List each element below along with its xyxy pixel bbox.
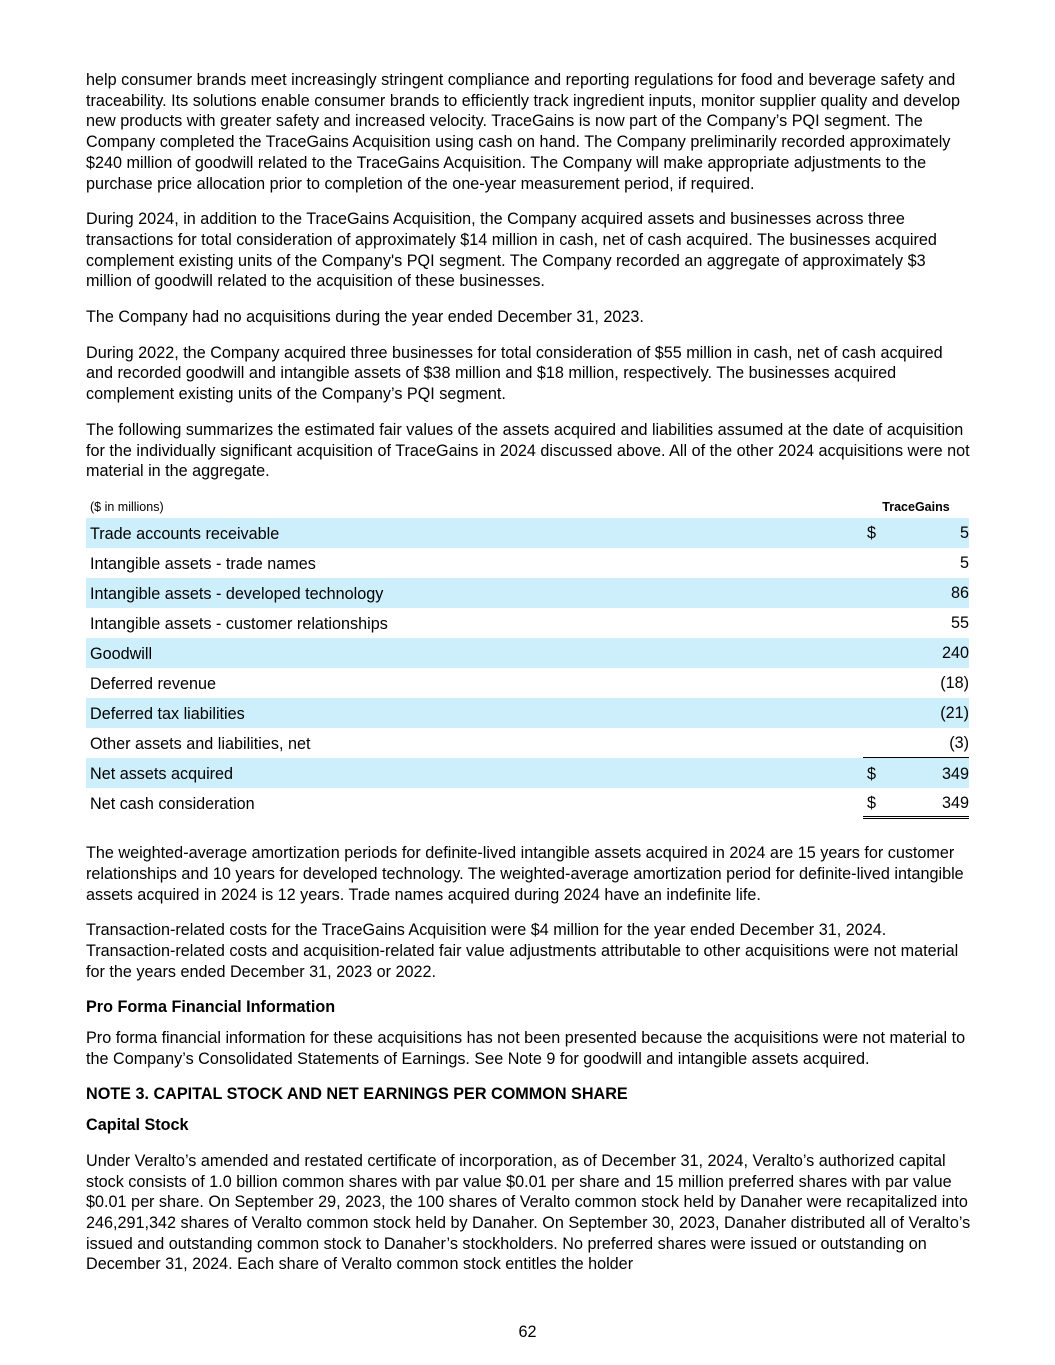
row-value: 240: [889, 638, 969, 668]
unit-label: ($ in millions): [90, 499, 164, 514]
paragraph-2022-acquisitions: During 2022, the Company acquired three businesses for total consideration of $55 million in cash, net of cash acquired and recorded goodwill and intangible assets of $38 million and $18 million, respectively. The businesses acquired complement existing units of the Company’s PQI segment.: [86, 343, 943, 404]
table-row: [86, 698, 969, 728]
currency-symbol: [863, 578, 889, 608]
table-row: [86, 608, 969, 638]
table-row: [86, 578, 969, 608]
currency-symbol: [863, 548, 889, 578]
row-value: 349: [889, 758, 969, 788]
table-row: [86, 638, 969, 668]
currency-symbol: $: [863, 758, 889, 788]
table-row: [86, 668, 969, 698]
row-label: Trade accounts receivable: [86, 518, 863, 548]
currency-symbol: [863, 608, 889, 638]
currency-symbol: $: [863, 518, 889, 548]
row-value: 349: [889, 788, 969, 818]
row-label: Net cash consideration: [90, 795, 255, 814]
heading-capital-stock: Capital Stock: [86, 1116, 189, 1135]
paragraph-capital-stock: Under Veralto’s amended and restated certificate of incorporation, as of December 31, 2024, Veralto’s authorized capital stock consists of 1.0 billion common shares with par value $0.01 per share and 15 million preferred shares with par value $0.01 per share. On September 29, 2023, the 100 shares of Veralto common stock held by Danaher were recapitalized into 246,291,342 shares of Veralto common stock held by Danaher. On September 30, 2023, Danaher distributed all of Veralto’s issued and outstanding common stock to Danaher’s stockholders. No preferred shares were issued or outstanding on December 31, 2024. Each share of Veralto common stock entitles the holder: [86, 1151, 971, 1274]
row-value: (18): [940, 674, 969, 693]
row-value: 55: [950, 614, 969, 633]
row-label: Intangible assets - developed technology: [86, 578, 863, 608]
subtotal-row: [86, 758, 969, 788]
row-label: Other assets and liabilities, net: [90, 735, 311, 754]
row-value: (21): [889, 698, 969, 728]
paragraph-pro-forma: Pro forma financial information for these acquisitions has not been presented because the acquisitions were not material to the Company’s Consolidated Statements of Earnings. See Note 9 for goodwill and intangible assets acquired.: [86, 1029, 966, 1068]
currency-symbol: [863, 728, 889, 758]
heading-pro-forma: Pro Forma Financial Information: [86, 998, 336, 1017]
currency-symbol: [863, 638, 889, 668]
page-number: 62: [518, 1323, 537, 1341]
paragraph-transaction-costs: Transaction-related costs for the TraceGains Acquisition were $4 million for the year ended December 31, 2024. Transaction-related costs and acquisition-related fair value adjustments attributable to other acquisitions were not material for the years ended December 31, 2023 or 2022.: [86, 921, 959, 981]
table-row: [86, 518, 969, 548]
currency-symbol: $: [863, 788, 889, 818]
document-page: [86, 70, 971, 1290]
table-row: [86, 728, 969, 758]
row-label: Intangible assets - trade names: [90, 555, 316, 574]
column-title: TraceGains: [882, 499, 950, 514]
table-header-row: [86, 497, 969, 518]
row-value: (3): [949, 734, 969, 753]
paragraph-2024-other-acquisitions: During 2024, in addition to the TraceGains Acquisition, the Company acquired assets and businesses across three transactions for total consideration of approximately $14 million in cash, net of cash acquired. The businesses acquired complement existing units of the Company's PQI segment. The Company recorded an aggregate of approximately $3 million of goodwill related to the acquisition of these businesses.: [86, 210, 937, 291]
paragraph-amortization-periods: The weighted-average amortization periods for definite-lived intangible assets acquired in 2024 are 15 years for customer relationships and 10 years for developed technology. The weighted-average amortization period for definite-lived intangible assets acquired in 2024 is 12 years. Trade names acquired during 2024 have an indefinite life.: [86, 844, 964, 904]
row-label: Goodwill: [86, 638, 863, 668]
row-value: 5: [889, 518, 969, 548]
currency-symbol: [863, 698, 889, 728]
heading-note-3: NOTE 3. CAPITAL STOCK AND NET EARNINGS PER COMMON SHARE: [86, 1085, 628, 1104]
table-row: [86, 548, 969, 578]
fair-value-table: [86, 497, 969, 819]
row-label: Deferred tax liabilities: [86, 698, 863, 728]
row-label: Intangible assets - customer relationships: [90, 615, 388, 634]
row-label: Net assets acquired: [86, 758, 863, 788]
row-value: 86: [889, 578, 969, 608]
row-label: Deferred revenue: [90, 675, 216, 694]
row-value: 5: [959, 554, 969, 573]
currency-symbol: [863, 668, 889, 698]
paragraph-tracegains-description: help consumer brands meet increasingly stringent compliance and reporting regulations for food and beverage safety and traceability. Its solutions enable consumer brands to efficiently track ingredient inputs, monitor supplier quality and develop new products with greater safety and increased velocity. TraceGains is now part of the Company’s PQI segment. The Company completed the TraceGains Acquisition using cash on hand. The Company preliminarily recorded approximately $240 million of goodwill related to the TraceGains Acquisition. The Company will make appropriate adjustments to the purchase price allocation prior to completion of the one-year measurement period, if required.: [86, 71, 961, 193]
paragraph-fair-values-intro: The following summarizes the estimated fair values of the assets acquired and liabilities assumed at the date of acquisition for the individually significant acquisition of TraceGains in 2024 discussed above. All of the other 2024 acquisitions were not material in the aggregate.: [86, 420, 970, 481]
total-row: [86, 788, 969, 818]
paragraph-2023-no-acquisitions: The Company had no acquisitions during the year ended December 31, 2023.: [86, 308, 644, 327]
